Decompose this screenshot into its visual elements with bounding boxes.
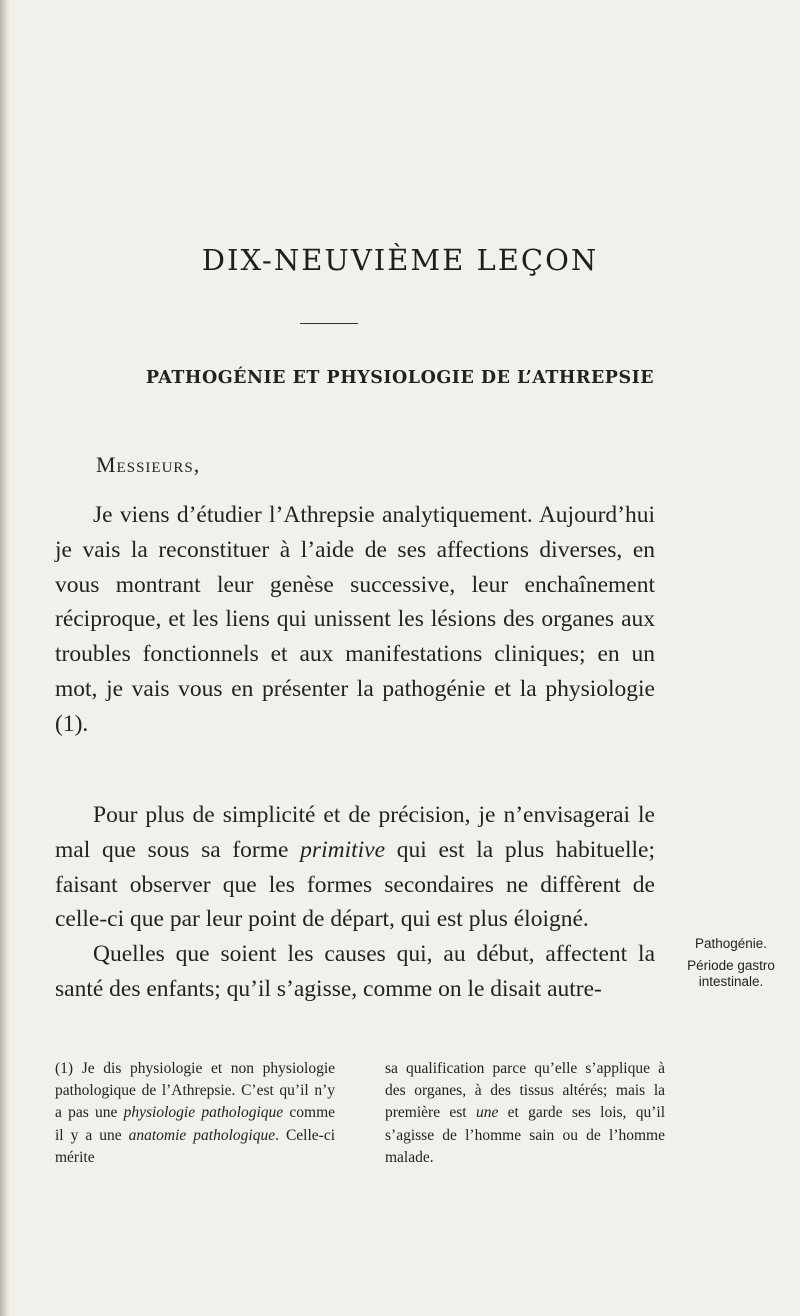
margin-note-periode: Période gastro intestinale.: [687, 958, 775, 989]
footnote-1-emphasis-b: anatomie pathologique: [128, 1126, 276, 1144]
footnote-1-text-a: (1) Je dis physiologie et non physiologie pathologique de l’Athrepsie. C’est qu’il n’y a pas une: [55, 1060, 335, 1122]
footnote-1-text-b: comme il y a une: [55, 1104, 336, 1144]
paragraph-2-text-b: qui est la plus habituelle; faisant observer que les formes secondaires ne diffèrent de celle-ci que par leur point de départ, qui est plus éloigné.: [55, 836, 655, 933]
footnote-1-emphasis-a: physiologie pathologique: [123, 1104, 284, 1122]
footnote: [55, 1058, 665, 1169]
paragraph-1: [55, 498, 655, 742]
paragraph-1-text: Je viens d’étudier l’Athrepsie analytiquement. Aujourd’hui je vais la reconstituer à l’aide de ses affections diverses, en vous montrant leur genèse successive, leur enchaînement réciproque, et les liens qui unissent les lésions des organes aux troubles fonctionnels et aux manifestations cliniques; en un mot, je vais vous en présenter la pathogénie et la physiologie (1).: [55, 502, 655, 737]
footnote-2-emphasis: une: [475, 1104, 499, 1122]
title-divider: [300, 323, 358, 324]
footnote-column-1: [55, 1058, 335, 1169]
page-binding-edge: [0, 0, 10, 1316]
paragraph-2-emphasis: primitive: [300, 836, 386, 863]
footnote-1-text-c: . Celle-ci mérite: [55, 1126, 336, 1166]
chapter-subtitle: PATHOGÉNIE ET PHYSIOLOGIE DE L’ATHREPSIE: [145, 368, 655, 388]
footnote-2-text-a: sa qualification parce qu’elle s’applique à des organes, à des tissus altérés; mais la première est: [385, 1060, 665, 1122]
lesson-title: DIX-NEUVIÈME LEÇON: [201, 243, 599, 277]
paragraph-3-text: Quelles que soient les causes qui, au début, affectent la santé des enfants; qu’il s’agisse, comme on le disait autre-: [55, 941, 655, 1002]
margin-note-pathogenie: Pathogénie.: [694, 936, 768, 951]
paragraph-2: [55, 798, 655, 1007]
footnote-2-text-b: et garde ses lois, qu’il s’agisse de l’homme sain ou de l’homme malade.: [385, 1104, 665, 1166]
paragraph-2-text-a: Pour plus de simplicité et de précision, je n’envisagerai le mal que sous sa forme: [55, 802, 655, 863]
salutation: Messieurs,: [96, 452, 201, 477]
footnote-column-2: [385, 1058, 665, 1169]
